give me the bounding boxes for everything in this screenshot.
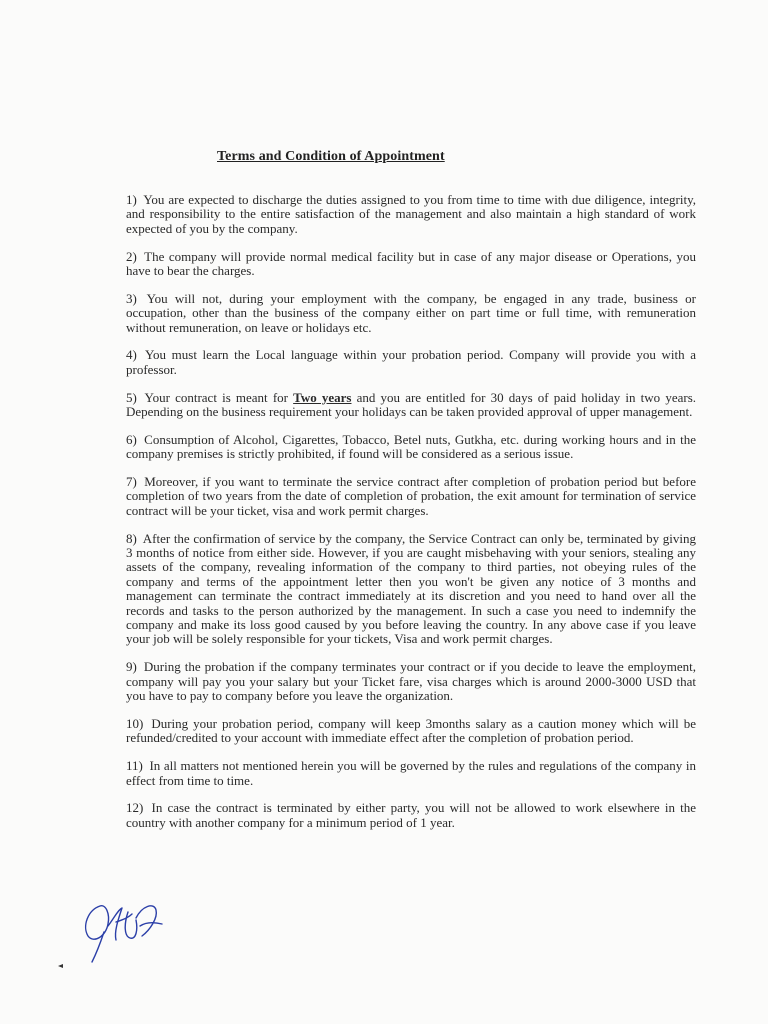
contract-duration: Two years (293, 389, 352, 405)
clause-1 (126, 193, 696, 236)
clause-number: 5) (126, 389, 137, 405)
handwritten-signature (78, 896, 166, 966)
clause-list (126, 193, 696, 844)
clause-6 (126, 433, 696, 462)
clause-text: During the probation if the company terminates your contract or if you decide to leave the employment, company will pay you your salary but your Ticket fare, visa charges which is around 2000-3000 USD that you have to pay to company before you leave the organization. (126, 659, 696, 704)
clause-8 (126, 532, 696, 647)
clause-3 (126, 292, 696, 335)
margin-mark (58, 964, 63, 968)
clause-number: 4) (126, 347, 137, 363)
clause-11 (126, 759, 696, 788)
clause-number: 8) (126, 530, 137, 546)
clause-text: You must learn the Local language within your probation period. Company will provide you with a professor. (126, 347, 696, 377)
clause-number: 3) (126, 290, 137, 306)
clause-number: 1) (126, 192, 137, 207)
clause-text: Your contract is meant for (144, 389, 288, 405)
clause-5 (126, 391, 696, 420)
clause-text: In case the contract is terminated by either party, you will not be allowed to work elsewhere in the country with another company for a minimum period of 1 year. (126, 800, 696, 830)
clause-number: 7) (126, 474, 137, 490)
clause-10 (126, 717, 696, 746)
clause-text: After the confirmation of service by the company, the Service Contract can only be, terminated by giving 3 months of notice from either side. However, if you are caught misbehaving with your seniors, stealing any assets of the company, revealing information of the company to third parties, not obeying rules of the company and terms of the appointment letter then you won't be given any notice of 3 months and management can terminate the contract immediately at its discretion and you need to hand over all the records and tasks to the person authorized by the management. In such a case you need to indemnify the company and make its loss good caused by you before leaving the country. In any above case if you leave your job will be solely responsible for your tickets, Visa and work permit charges. (126, 530, 696, 647)
clause-text: Moreover, if you want to terminate the service contract after completion of probation period but before completion of two years from the date of completion of probation, the exit amount for termination of service contract will be your ticket, visa and work permit charges. (126, 474, 696, 518)
clause-number: 12) (126, 800, 144, 816)
clause-7 (126, 475, 696, 518)
clause-12 (126, 801, 696, 830)
clause-text: During your probation period, company will keep 3months salary as a caution money which will be refunded/credited to your account with immediate effect after the completion of probation period. (126, 715, 696, 746)
clause-text: In all matters not mentioned herein you will be governed by the rules and regulations of the company in effect from time to time. (126, 758, 697, 788)
clause-text: The company will provide normal medical facility but in case of any major disease or Operations, you have to bear the charges. (126, 248, 696, 279)
clause-number: 10) (126, 715, 144, 731)
clause-text: and you are entitled for 30 days of paid holiday in two years. Depending on the business requirement your holidays can be taken provided approval of upper management. (126, 389, 697, 420)
clause-text: You will not, during your employment with the company, be engaged in any trade, business or occupation, other than the business of the company either on part time or full time, with remuneration without remuneration, on leave or holidays etc. (126, 290, 696, 335)
clause-number: 6) (126, 431, 137, 447)
clause-number: 9) (126, 659, 137, 675)
document-title: Terms and Condition of Appointment (217, 149, 445, 164)
clause-text: Consumption of Alcohol, Cigarettes, Tobacco, Betel nuts, Gutkha, etc. during working hours and in the company premises is strictly prohibited, if found will be considered as a serious issue. (126, 431, 696, 462)
clause-2 (126, 250, 696, 279)
clause-9 (126, 660, 696, 703)
clause-4 (126, 348, 696, 377)
clause-number: 2) (126, 248, 137, 264)
clause-text: You are expected to discharge the duties assigned to you from time to time with due diligence, integrity, and responsibility to the entire satisfaction of the management and also maintain a high standard of work expected of you by the company. (126, 192, 696, 236)
clause-number: 11) (126, 758, 143, 774)
